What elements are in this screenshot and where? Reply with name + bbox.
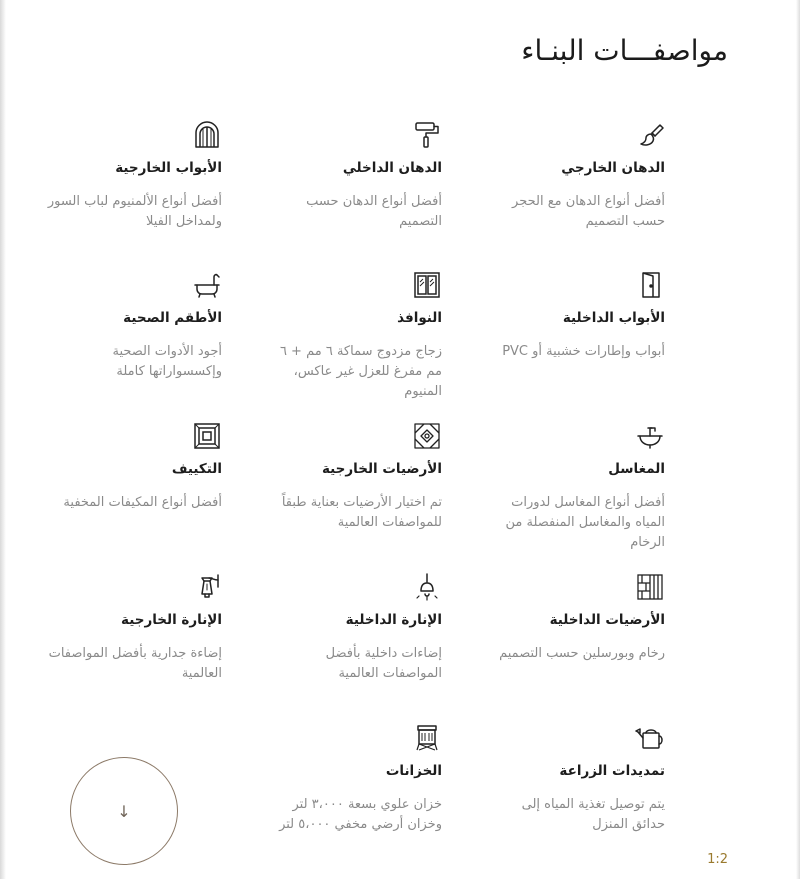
window-icon	[412, 270, 442, 300]
spec-item-desc: أفضل أنواع المغاسل لدورات المياه والمغاسل المنفصلة من الرخام	[505, 495, 665, 550]
spec-item-sanitary	[44, 270, 222, 382]
spec-item-label: الأرضيات الداخلية	[549, 612, 665, 628]
spec-item-interior-lighting	[264, 572, 442, 684]
spec-item-label: الدهان الخارجي	[561, 160, 665, 176]
spec-item-label: الدهان الداخلي	[342, 160, 442, 176]
spec-item-exterior-floors	[264, 421, 442, 533]
spec-item-sinks	[487, 421, 665, 553]
spec-item-label: التكييف	[171, 461, 222, 477]
spec-item-desc: أجود الأدوات الصحية وإكسسواراتها كاملة	[112, 344, 222, 379]
spec-item-exterior-doors	[44, 120, 222, 232]
spec-item-desc: أفضل أنواع الألمنيوم لباب السور ولمداخل الفيلا	[47, 194, 222, 229]
spec-item-exterior-paint	[487, 120, 665, 232]
spec-item-interior-doors	[487, 270, 665, 362]
spec-item-label: النوافذ	[397, 310, 442, 326]
spec-item-exterior-lighting	[44, 572, 222, 684]
ceiling-lamp-icon	[412, 572, 442, 602]
spec-item-air-conditioning	[44, 421, 222, 513]
spec-item-label: الأطقم الصحية	[123, 310, 222, 326]
spec-item-windows	[264, 270, 442, 402]
spec-item-desc: إضاءة جدارية بأفضل المواصفات العالمية	[48, 646, 222, 681]
page-edge-left	[0, 0, 6, 879]
spec-item-label: الخزانات	[385, 763, 442, 779]
door-icon	[635, 270, 665, 300]
scroll-down-button[interactable]	[70, 757, 178, 865]
water-tank-icon	[412, 723, 442, 753]
spec-item-label: تمديدات الزراعة	[559, 763, 665, 779]
wall-lantern-icon	[192, 572, 222, 602]
page-number: 1:2	[707, 852, 728, 867]
spec-item-desc: رخام وبورسلين حسب التصميم	[499, 646, 665, 661]
spec-item-desc: أفضل أنواع الدهان مع الحجر حسب التصميم	[512, 194, 665, 229]
spec-item-water-tanks	[264, 723, 442, 835]
spec-item-desc: أفضل أنواع المكيفات المخفية	[63, 495, 222, 510]
paint-brush-icon	[635, 120, 665, 150]
spec-item-desc: أبواب وإطارات خشبية أو PVC	[502, 344, 665, 359]
sink-icon	[635, 421, 665, 451]
arrow-down-icon: ↓	[117, 801, 131, 821]
spec-item-desc: أفضل أنواع الدهان حسب التصميم	[306, 194, 442, 229]
spec-item-desc: تم اختيار الأرضيات بعناية طبقاً للمواصفات العالمية	[281, 495, 442, 530]
watering-can-icon	[635, 723, 665, 753]
spec-item-desc: إضاءات داخلية بأفضل المواصفات العالمية	[325, 646, 442, 681]
tiles-icon	[412, 421, 442, 451]
spec-item-label: الأبواب الخارجية	[115, 160, 222, 176]
parquet-icon	[635, 572, 665, 602]
arched-door-icon	[192, 120, 222, 150]
air-conditioner-icon	[192, 421, 222, 451]
spec-item-interior-floors	[487, 572, 665, 664]
spec-item-label: الأرضيات الخارجية	[321, 461, 442, 477]
spec-item-interior-paint	[264, 120, 442, 232]
bathtub-icon	[192, 270, 222, 300]
spec-item-label: الأبواب الداخلية	[562, 310, 665, 326]
spec-item-desc: زجاج مزدوج سماكة ٦ مم + ٦ مم مفرغ للعزل غير عاكس، المنيوم	[279, 344, 442, 399]
page-title: مواصفـــات البنـاء	[521, 34, 728, 67]
spec-item-desc: خزان علوي بسعة ٣،٠٠٠ لتر وخزان أرضي مخفي ٥،٠٠٠ لتر	[279, 797, 442, 832]
spec-item-label: الإنارة الخارجية	[121, 612, 222, 628]
spec-item-label: المغاسل	[608, 461, 665, 477]
spec-item-desc: يتم توصيل تغذية المياه إلى حدائق المنزل	[521, 797, 665, 832]
paint-roller-icon	[412, 120, 442, 150]
spec-item-irrigation	[487, 723, 665, 835]
spec-item-label: الإنارة الداخلية	[345, 612, 442, 628]
page-edge-right	[796, 0, 800, 879]
